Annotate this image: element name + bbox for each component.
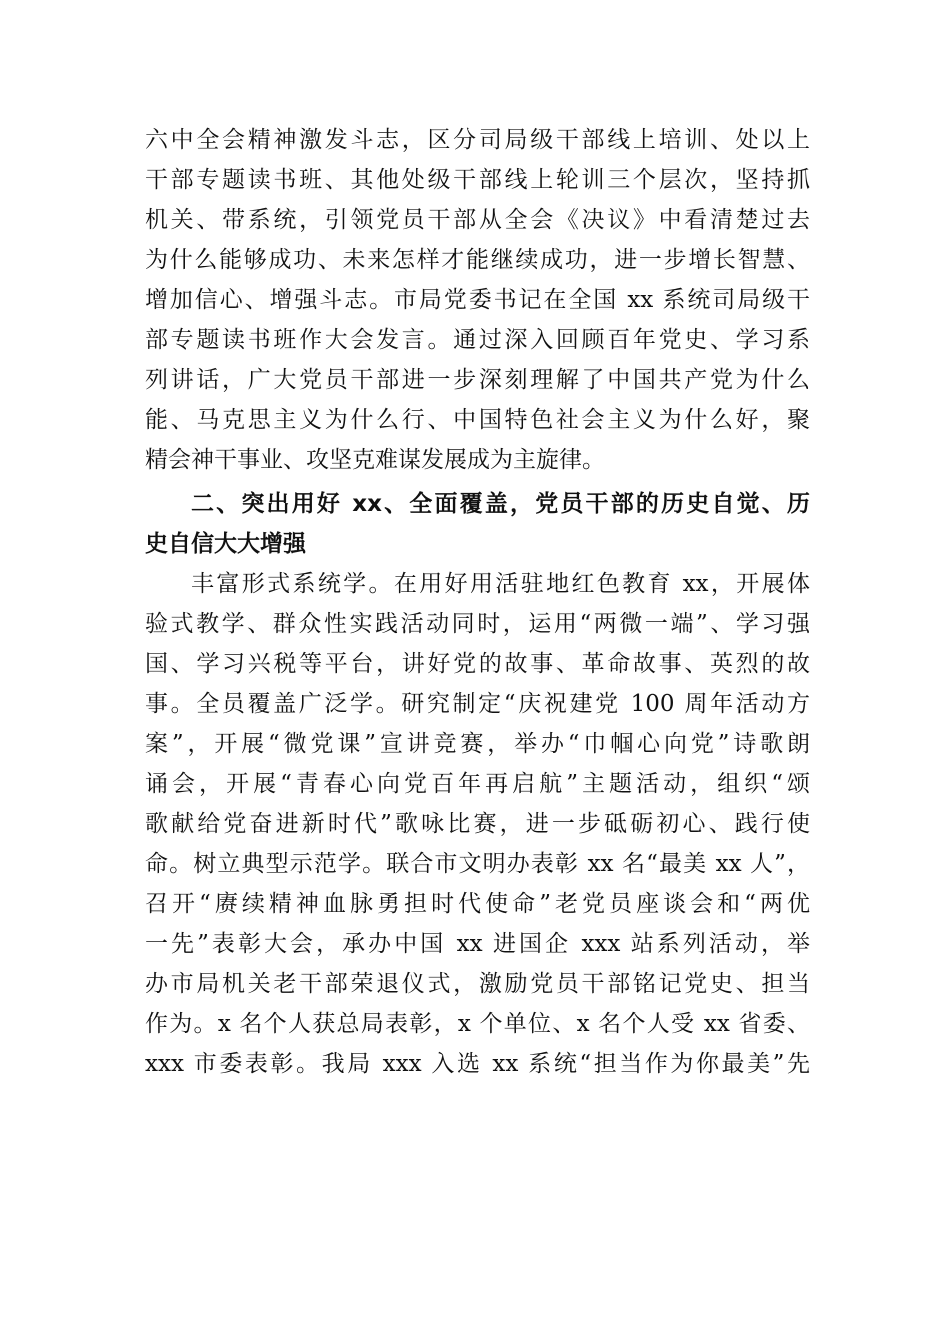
- text-line: 事。全员覆盖广泛学。研究制定“庆祝建党 100 周年活动方: [145, 691, 810, 717]
- text-line: 国、学习兴税等平台，讲好党的故事、革命故事、英烈的故: [145, 651, 810, 677]
- text-line: 办市局机关老干部荣退仪式，激励党员干部铭记党史、担当: [145, 971, 810, 997]
- text-line: 机关、带系统，引领党员干部从全会《决议》中看清楚过去: [145, 207, 810, 233]
- text-line: 案”，开展“微党课”宣讲竞赛，举办“巾帼心向党”诗歌朗: [145, 731, 810, 757]
- text-line: 部专题读书班作大会发言。通过深入回顾百年党史、学习系: [145, 327, 810, 353]
- text-line: 验式教学、群众性实践活动同时，运用“两微一端”、学习强: [145, 611, 810, 637]
- document-body: [145, 120, 810, 1084]
- text-line: 六中全会精神激发斗志，区分司局级干部线上培训、处以上: [145, 127, 810, 153]
- text-line: 歌献给党奋进新时代”歌咏比赛，进一步砥砺初心、践行使: [145, 811, 810, 837]
- paragraph-2: [145, 564, 810, 1084]
- heading-line: 史自信大大增强: [145, 531, 306, 557]
- text-line: 召开“赓续精神血脉勇担时代使命”老党员座谈会和“两优: [145, 891, 810, 917]
- text-line: 诵会，开展“青春心向党百年再启航”主题活动，组织“颂: [145, 771, 810, 797]
- text-line: 为什么能够成功、未来怎样才能继续成功，进一步增长智慧、: [145, 247, 810, 273]
- text-line: 增加信心、增强斗志。市局党委书记在全国 xx 系统司局级干: [145, 287, 810, 313]
- text-line: 命。树立典型示范学。联合市文明办表彰 xx 名“最美 xx 人”，: [145, 851, 810, 877]
- section-heading: [145, 484, 810, 564]
- paragraph-1: [145, 120, 810, 480]
- text-line: 精会神干事业、攻坚克难谋发展成为主旋律。: [145, 447, 605, 473]
- text-line: 丰富形式系统学。在用好用活驻地红色教育 xx，开展体: [191, 571, 810, 597]
- text-line: 一先”表彰大会，承办中国 xx 进国企 xxx 站系列活动，举: [145, 931, 810, 957]
- text-line: xxx 市委表彰。我局 xxx 入选 xx 系统“担当作为你最美”先: [145, 1051, 810, 1077]
- text-line: 能、马克思主义为什么行、中国特色社会主义为什么好，聚: [145, 407, 810, 433]
- text-line: 干部专题读书班、其他处级干部线上轮训三个层次，坚持抓: [145, 167, 810, 193]
- heading-line: 二、突出用好 xx、全面覆盖，党员干部的历史自觉、历: [191, 491, 810, 517]
- text-line: 作为。x 名个人获总局表彰，x 个单位、x 名个人受 xx 省委、: [145, 1011, 810, 1037]
- text-line: 列讲话，广大党员干部进一步深刻理解了中国共产党为什么: [145, 367, 810, 393]
